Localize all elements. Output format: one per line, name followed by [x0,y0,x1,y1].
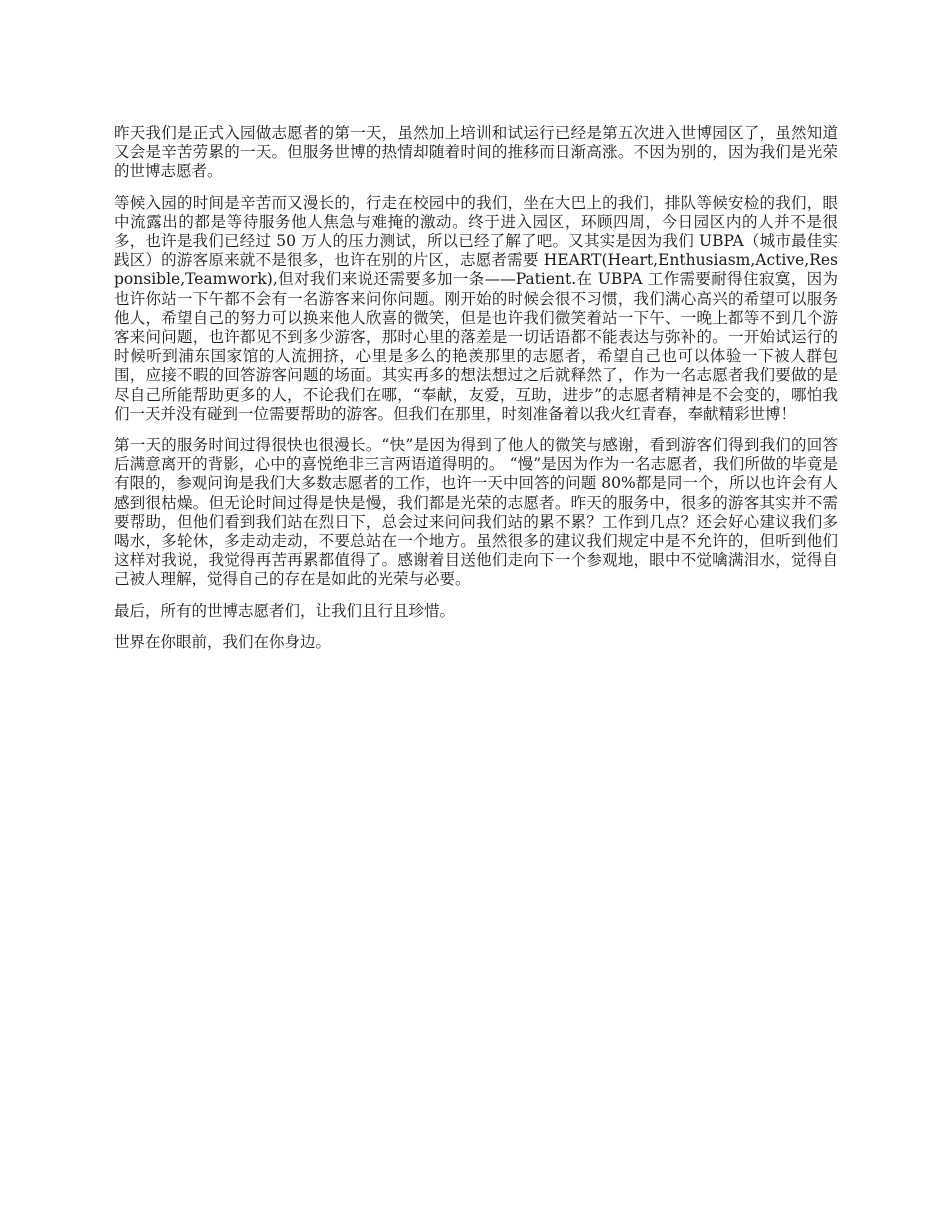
paragraph-closing-call: 最后，所有的世博志愿者们，让我们且行且珍惜。 [114,601,456,620]
paragraph-slogan: 世界在你眼前，我们在你身边。 [114,632,332,651]
paragraph-waiting-entry: 等候入园的时间是辛苦而又漫长的，行走在校园中的我们，坐在大巴上的我们，排队等候安检的我们，眼中流露出的都是等待服务他人焦急与难掩的激动。终于进入园区，环顾四周，今日园区内的人并不是很多，也许是我们已经过 50 万人的压力测试，所以已经了解了吧。又其实是因为我们 UBPA（城市最佳实践区）的游客原来就不是很多，也许在别的片区，志愿者需要 HEART(Heart,Enthusiasm,Active,Responsible,Teamwork),但对我们来说还需要多加一条——Patient.在 UBPA 工作需要耐得住寂寞，因为也许你站一下午都不会有一名游客来问你问题。刚开始的时候会很不习惯，我们满心高兴的希望可以服务他人，希望自己的努力可以换来他人欣喜的微笑，但是也许我们微笑着站一下午、一晚上都等不到几个游客来问问题，也许都见不到多少游客，那时心里的落差是一切话语都不能表达与弥补的。一开始试运行的时候听到浦东国家馆的人流拥挤，心里是多么的艳羡那里的志愿者，希望自己也可以体验一下被人群包围，应接不暇的回答游客问题的场面。其实再多的想法想过之后就释然了，作为一名志愿者我们要做的是尽自己所能帮助更多的人，不论我们在哪，“奉献，友爱，互助，进步”的志愿者精神是不会变的，哪怕我们一天并没有碰到一位需要帮助的游客。但我们在那里，时刻准备着以我火红青春，奉献精彩世博！ [114,193,838,423]
paragraph-first-day-intro: 昨天我们是正式入园做志愿者的第一天，虽然加上培训和试运行已经是第五次进入世博园区了，虽然知道又会是辛苦劳累的一天。但服务世博的热情却随着时间的推移而日渐高涨。不因为别的，因为我们是光荣的世博志愿者。 [114,124,838,181]
paragraph-service-time: 第一天的服务时间过得很快也很漫长。“快”是因为得到了他人的微笑与感谢，看到游客们得到我们的回答后满意离开的背影，心中的喜悦绝非三言两语道得明的。 “慢”是因为作为一名志愿者，我们所做的毕竟是有限的，参观问询是我们大多数志愿者的工作，也许一天中回答的问题 80%都是同一个，所以也许会有人感到很枯燥。但无论时间过得是快是慢，我们都是光荣的志愿者。昨天的服务中，很多的游客其实并不需要帮助，但他们看到我们站在烈日下，总会过来问问我们站的累不累？工作到几点？还会好心建议我们多喝水，多轮休，多走动走动，不要总站在一个地方。虽然很多的建议我们规定中是不允许的，但听到他们这样对我说，我觉得再苦再累都值得了。感谢着目送他们走向下一个参观地，眼中不觉噙满泪水，觉得自己被人理解，觉得自己的存在是如此的光荣与必要。 [114,436,838,589]
